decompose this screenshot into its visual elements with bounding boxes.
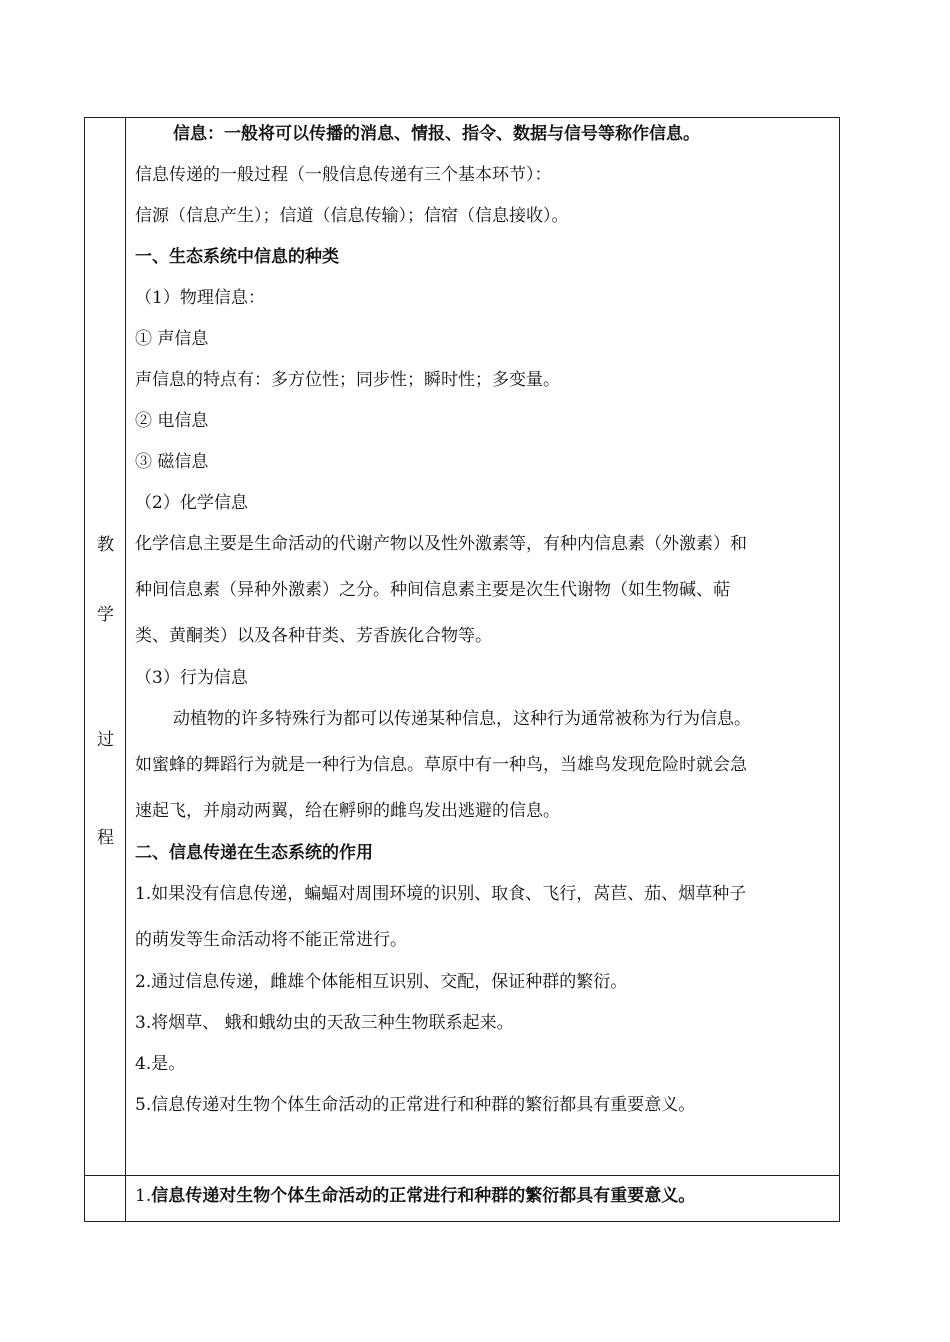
- text-line: 信息传递的一般过程（一般信息传递有三个基本环节）：: [135, 165, 552, 185]
- text-line: 4.是。: [135, 1054, 186, 1074]
- text-line: 声信息的特点有：多方位性；同步性；瞬时性；多变量。: [135, 370, 560, 390]
- summary-line: [135, 1184, 695, 1208]
- text-line: ③ 磁信息: [135, 452, 209, 472]
- text-line: ① 声信息: [135, 329, 209, 349]
- text-line: 动植物的许多特殊行为都可以传递某种信息，这种行为通常被称为行为信息。: [173, 709, 751, 729]
- text-line: 信源（信息产生）；信道（信息传输）；信宿（信息接收）。: [135, 206, 569, 226]
- text-line: 速起飞，并扇动两翼，给在孵卵的雌鸟发出逃避的信息。: [135, 801, 560, 821]
- text-line: 类、黄酮类）以及各种苷类、芳香族化合物等。: [135, 626, 492, 646]
- definition-line: 信息：一般将可以传播的消息、情报、指令、数据与信号等称作信息。: [173, 124, 700, 144]
- side-label-char: 程: [97, 828, 114, 848]
- summary-text: 信息传递对生物个体生命活动的正常进行和种群的繁衍都具有重要意义。: [151, 1186, 696, 1206]
- side-label-column: [85, 118, 126, 1175]
- side-label-char: 学: [97, 605, 114, 625]
- summary-label-column: [85, 1176, 126, 1221]
- text-line: 种间信息素（异种外激素）之分。种间信息素主要是次生代谢物（如生物碱、萜: [135, 580, 730, 600]
- section-heading: 二、信息传递在生态系统的作用: [135, 843, 373, 863]
- text-line: 3.将烟草、 蛾和蛾幼虫的天敌三种生物联系起来。: [135, 1013, 514, 1033]
- teaching-process-row: [85, 118, 839, 1176]
- summary-row: [85, 1176, 839, 1221]
- summary-number: 1.: [135, 1186, 152, 1206]
- section-heading: 一、生态系统中信息的种类: [135, 247, 339, 267]
- text-line: 1.如果没有信息传递，蝙蝠对周围环境的识别、取食、飞行，莴苣、茄、烟草种子: [135, 884, 747, 904]
- text-line: ② 电信息: [135, 411, 209, 431]
- text-line: 5.信息传递对生物个体生命活动的正常进行和种群的繁衍都具有重要意义。: [135, 1095, 696, 1115]
- subheading: （1）物理信息：: [135, 288, 265, 308]
- side-label-char: 过: [97, 730, 114, 750]
- text-line: 如蜜蜂的舞蹈行为就是一种行为信息。草原中有一种鸟，当雄鸟发现危险时就会急: [135, 755, 747, 775]
- text-line: 化学信息主要是生命活动的代谢产物以及性外激素等，有种内信息素（外激素）和: [135, 534, 747, 554]
- subheading: （3）行为信息: [135, 668, 248, 688]
- subheading: （2）化学信息: [135, 493, 248, 513]
- lesson-table: [84, 117, 840, 1222]
- text-line: 的萌发等生命活动将不能正常进行。: [135, 930, 407, 950]
- text-line: 2.通过信息传递，雌雄个体能相互识别、交配，保证种群的繁衍。: [135, 972, 628, 992]
- side-label-char: 教: [97, 535, 114, 555]
